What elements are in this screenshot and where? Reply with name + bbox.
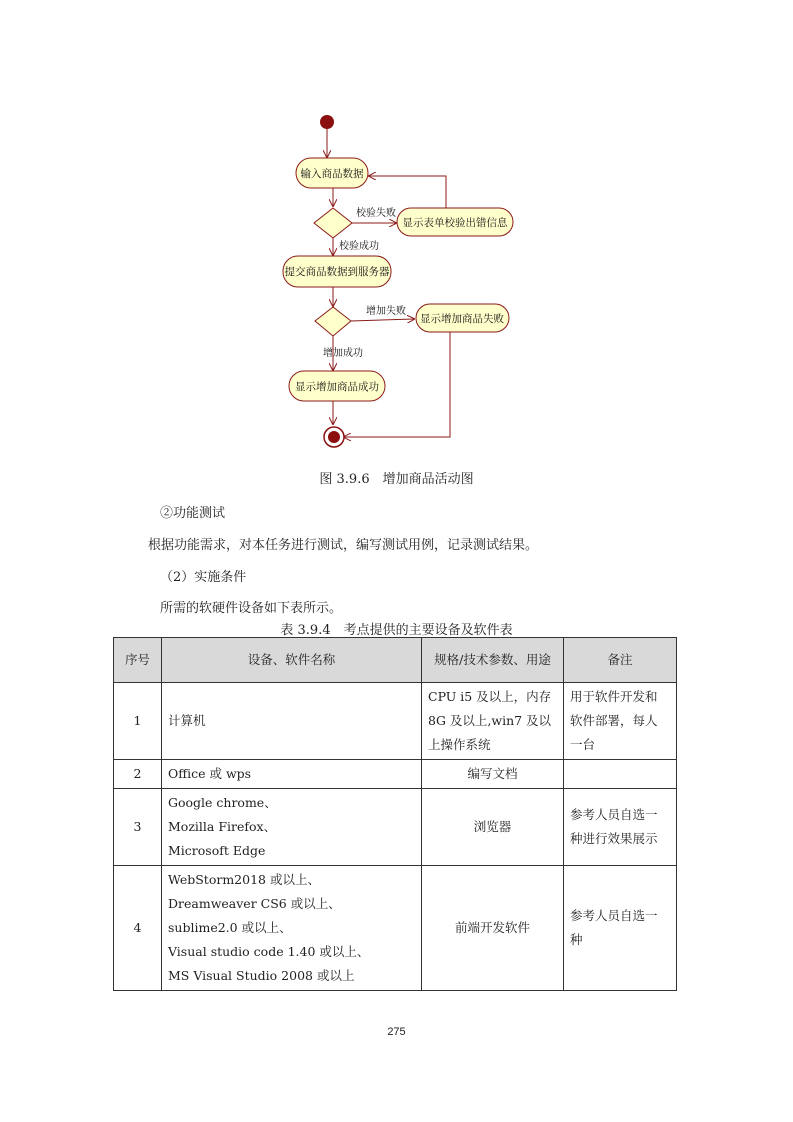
cell-note: 参考人员自选一 种进行效果展示 bbox=[564, 789, 677, 866]
end-node bbox=[324, 427, 344, 447]
action-input-label: 输入商品数据 bbox=[300, 168, 364, 180]
decision-add-result bbox=[315, 307, 351, 336]
cell-no: 2 bbox=[114, 760, 162, 789]
figure-caption: 图 3.9.6 增加商品活动图 bbox=[319, 472, 474, 487]
start-node bbox=[320, 115, 334, 129]
equipment-table bbox=[113, 637, 677, 991]
action-show-add-success bbox=[289, 371, 385, 401]
table-row bbox=[114, 866, 677, 991]
activity-diagram bbox=[0, 0, 793, 460]
table-row bbox=[114, 683, 677, 760]
cell-note: 用于软件开发和 软件部署，每人 一台 bbox=[564, 683, 677, 760]
action-show-add-fail bbox=[416, 304, 509, 332]
table-row bbox=[114, 789, 677, 866]
cell-no: 3 bbox=[114, 789, 162, 866]
action-show-validation-error-label: 显示表单校验出错信息 bbox=[402, 217, 508, 229]
cell-spec: 前端开发软件 bbox=[422, 866, 564, 991]
edge-validation-fail-label: 校验失败 bbox=[356, 208, 396, 219]
table-header-row bbox=[114, 638, 677, 683]
action-submit-data bbox=[283, 256, 391, 287]
cell-name: Office 或 wps bbox=[162, 760, 422, 789]
cell-note bbox=[564, 760, 677, 789]
edge-add-success-label: 增加成功 bbox=[323, 348, 363, 359]
page-number: 275 bbox=[387, 1026, 406, 1038]
sub-heading: （2）实施条件 bbox=[160, 570, 247, 585]
header-note: 备注 bbox=[564, 638, 677, 683]
table-row bbox=[114, 760, 677, 789]
cell-spec: 编写文档 bbox=[422, 760, 564, 789]
cell-name: Google chrome、 Mozilla Firefox、 Microsoft Edge bbox=[162, 789, 422, 866]
paragraph-test: 根据功能需求，对本任务进行测试，编写测试用例，记录测试结果。 bbox=[148, 538, 539, 553]
action-show-add-success-label: 显示增加商品成功 bbox=[295, 381, 379, 393]
action-input-data bbox=[296, 158, 368, 188]
cell-spec: 浏览器 bbox=[422, 789, 564, 866]
cell-name: WebStorm2018 或以上、 Dreamweaver CS6 或以上、 sublime2.0 或以上、 Visual studio code 1.40 或以上、 MS Visual Studio 2008 或以上 bbox=[162, 866, 422, 991]
action-submit-label: 提交商品数据到服务器 bbox=[284, 266, 390, 278]
decision-validate bbox=[314, 208, 352, 238]
cell-spec: CPU i5 及以上，内存 8G 及以上,win7 及以 上操作系统 bbox=[422, 683, 564, 760]
edge-validation-success-label: 校验成功 bbox=[339, 241, 379, 252]
cell-name: 计算机 bbox=[162, 683, 422, 760]
section-heading: ②功能测试 bbox=[160, 506, 226, 521]
header-no: 序号 bbox=[114, 638, 162, 683]
table-caption: 表 3.9.4 考点提供的主要设备及软件表 bbox=[280, 623, 513, 638]
action-show-validation-error bbox=[397, 208, 513, 236]
paragraph-equipment: 所需的软硬件设备如下表所示。 bbox=[160, 601, 343, 616]
cell-note: 参考人员自选一 种 bbox=[564, 866, 677, 991]
cell-no: 4 bbox=[114, 866, 162, 991]
action-show-add-fail-label: 显示增加商品失败 bbox=[420, 313, 504, 325]
header-name: 设备、软件名称 bbox=[162, 638, 422, 683]
cell-no: 1 bbox=[114, 683, 162, 760]
edge-add-fail-label: 增加失败 bbox=[366, 306, 406, 317]
header-spec: 规格/技术参数、用途 bbox=[422, 638, 564, 683]
